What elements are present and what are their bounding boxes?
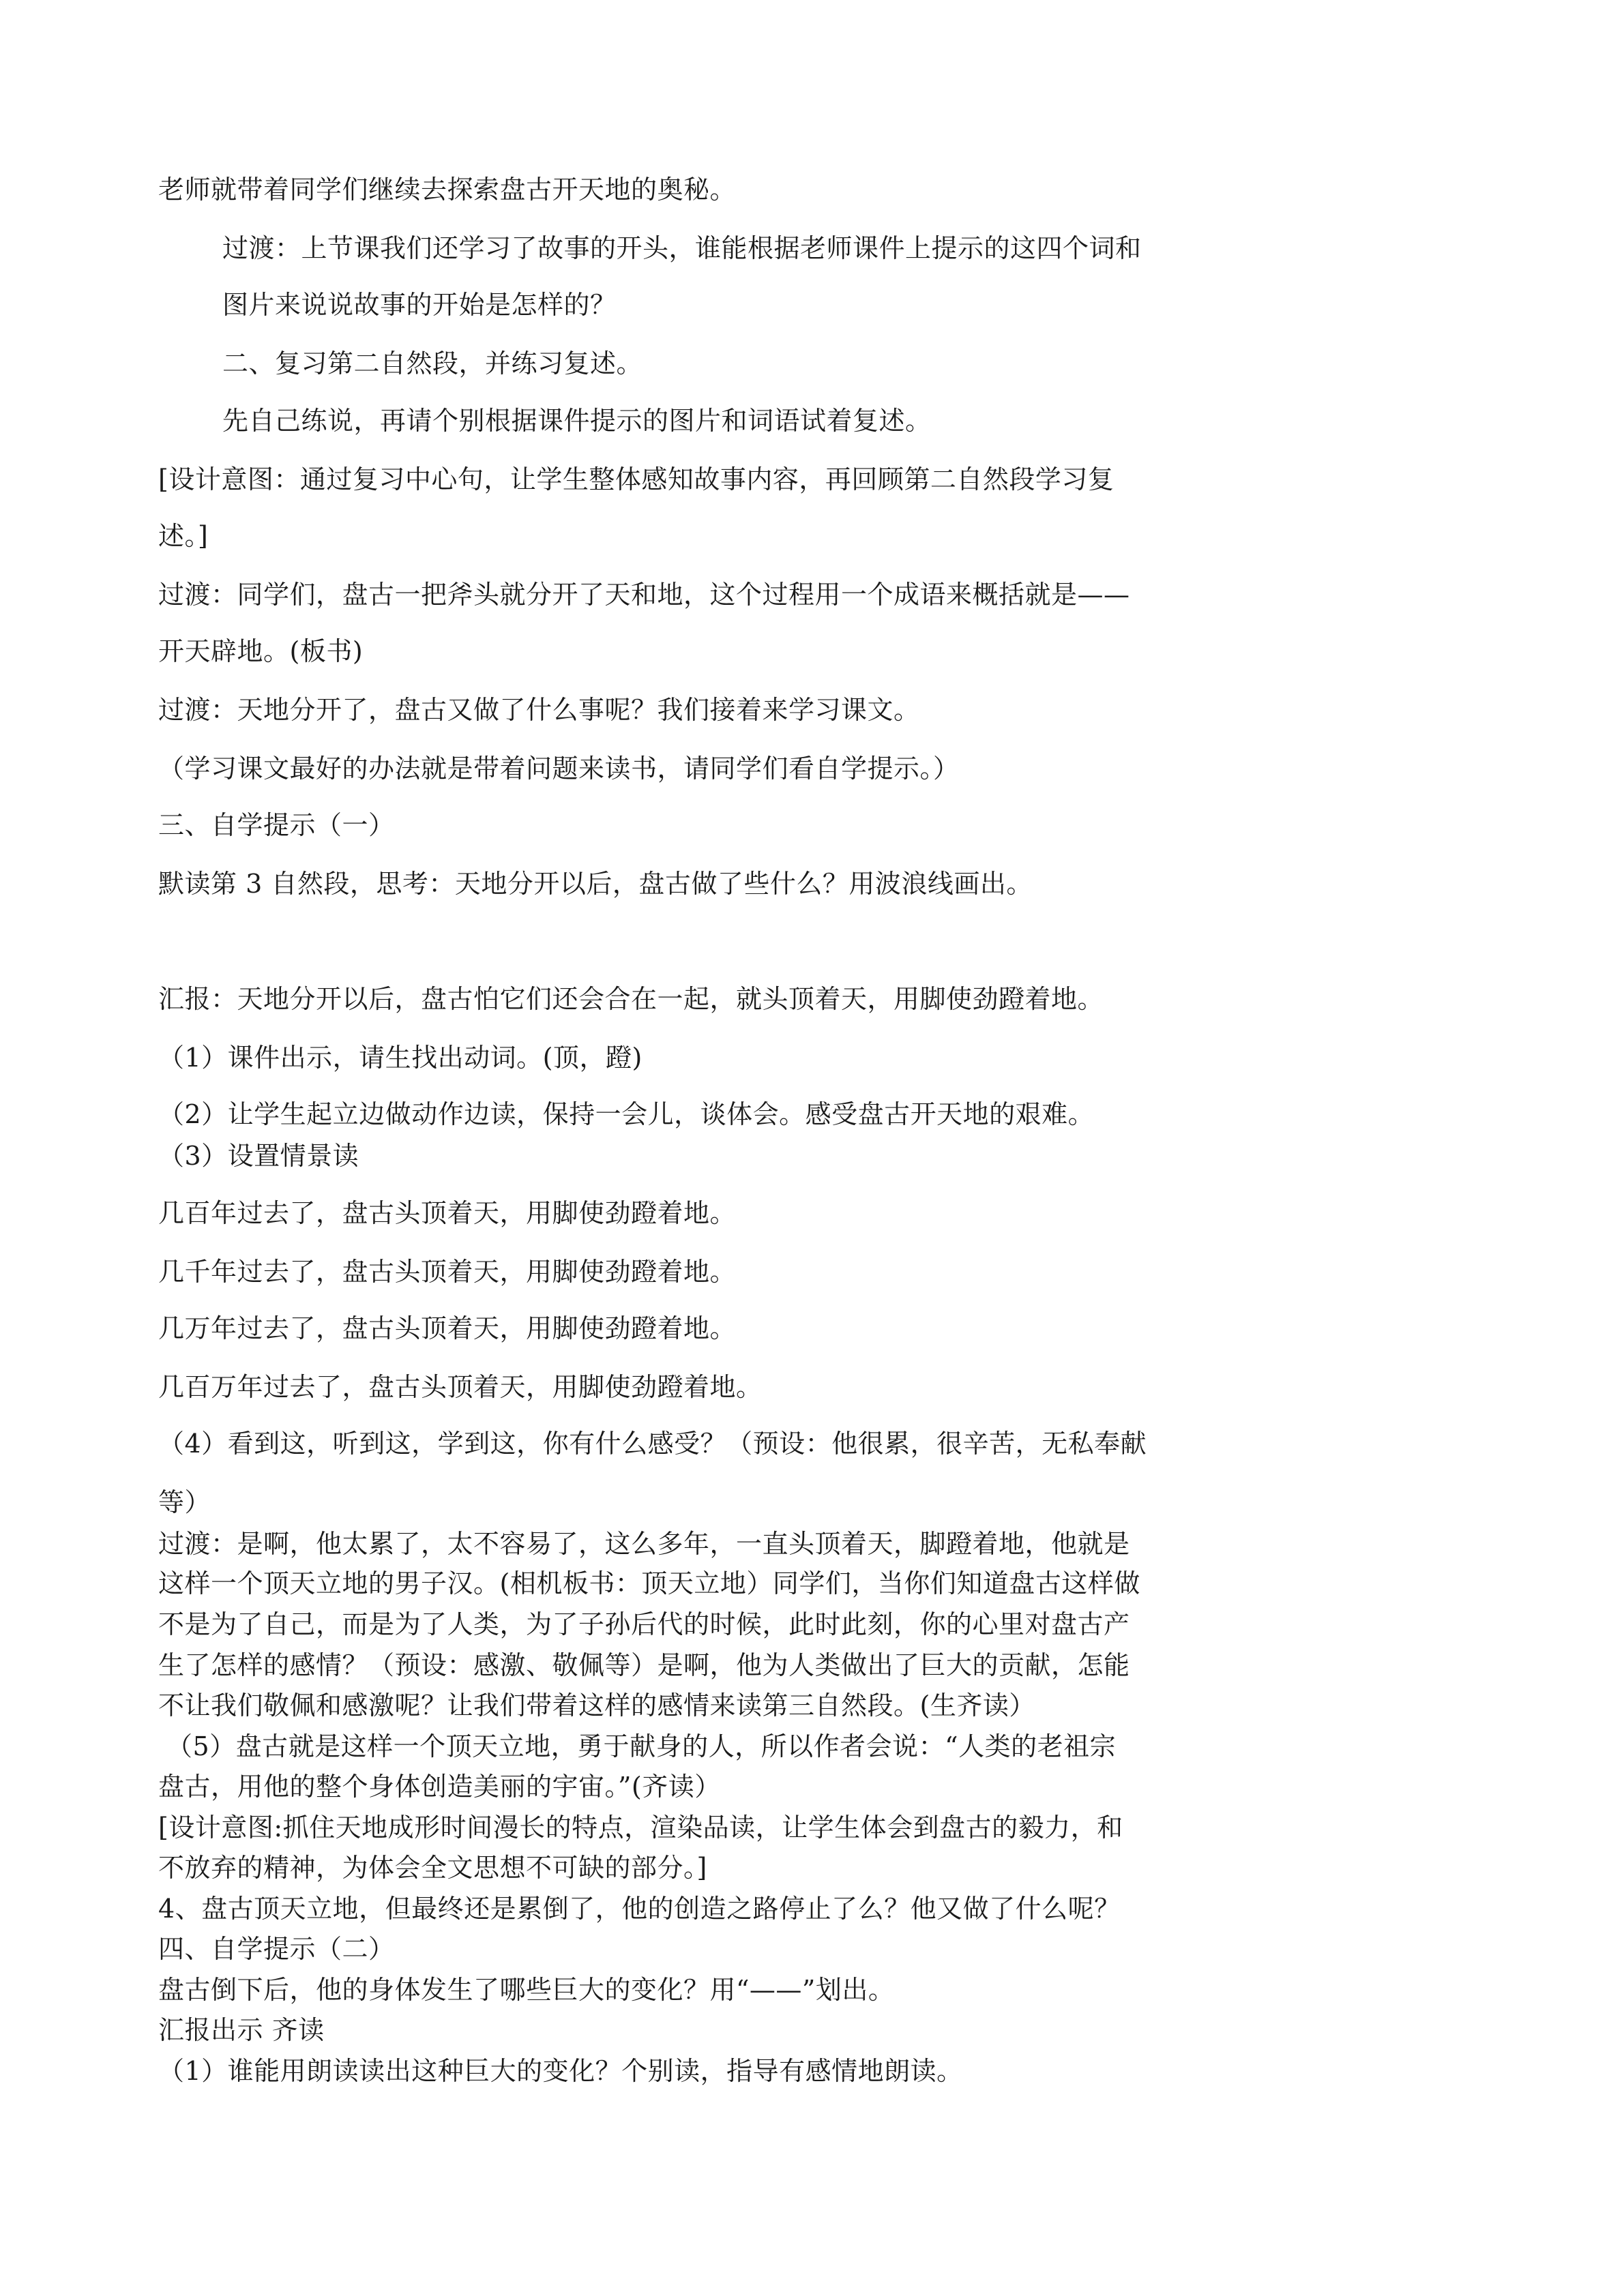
text-line-21: 几百万年过去了，盘古头顶着天，用脚使劲蹬着地。 — [158, 1372, 763, 1402]
text-line-26: 不是为了自己，而是为了人类，为了子孙后代的时候，此时此刻，你的心里对盘古产 — [158, 1609, 1130, 1639]
text-line-6: [设计意图：通过复习中心句，让学生整体感知故事内容，再回顾第二自然段学习复 — [158, 464, 1114, 494]
text-line-30: 盘古，用他的整个身体创造美丽的宇宙。”(齐读） — [158, 1772, 721, 1802]
text-line-16: （2）让学生起立边做动作边读，保持一会儿，谈体会。感受盘古开天地的艰难。 — [158, 1099, 1095, 1129]
text-line-3: 图片来说说故事的开始是怎样的？ — [222, 290, 617, 320]
text-line-17: （3）设置情景读 — [158, 1141, 359, 1171]
text-line-37: （1）谁能用朗读读出这种巨大的变化？个别读，指导有感情地朗读。 — [158, 2056, 963, 2086]
text-line-5: 先自己练说，再请个别根据课件提示的图片和词语试着复述。 — [222, 406, 932, 436]
text-line-10: 过渡：天地分开了，盘古又做了什么事呢？我们接着来学习课文。 — [158, 695, 920, 725]
text-line-23: 等） — [158, 1487, 211, 1517]
text-line-22: （4）看到这，听到这，学到这，你有什么感受？（预设：他很累，很辛苦，无私奉献 — [158, 1429, 1147, 1459]
text-line-14: 汇报：天地分开以后，盘古怕它们还会合在一起，就头顶着天，用脚使劲蹬着地。 — [158, 984, 1104, 1014]
text-line-33: 4、盘古顶天立地，但最终还是累倒了，他的创造之路停止了么？他又做了什么呢？ — [158, 1894, 1121, 1924]
text-line-13: 默读第 3 自然段，思考：天地分开以后，盘古做了些什么？用波浪线画出。 — [158, 869, 1033, 899]
text-line-32: 不放弃的精神，为体会全文思想不可缺的部分。] — [158, 1853, 707, 1883]
text-line-11: （学习课文最好的办法就是带着问题来读书，请同学们看自学提示。） — [158, 754, 960, 784]
text-line-31: [设计意图:抓住天地成形时间漫长的特点，渲染品读，让学生体会到盘古的毅力，和 — [158, 1813, 1123, 1843]
text-line-35: 盘古倒下后，他的身体发生了哪些巨大的变化？用“——”划出。 — [158, 1975, 895, 2005]
text-line-27: 生了怎样的感情？（预设：感激、敬佩等）是啊，他为人类做出了巨大的贡献，怎能 — [158, 1650, 1130, 1680]
text-line-20: 几万年过去了，盘古头顶着天，用脚使劲蹬着地。 — [158, 1313, 737, 1343]
text-line-7: 述。] — [158, 521, 209, 551]
text-line-2: 过渡：上节课我们还学习了故事的开头，谁能根据老师课件上提示的这四个词和 — [222, 233, 1142, 263]
text-line-24: 过渡：是啊，他太累了，太不容易了，这么多年，一直头顶着天，脚蹬着地，他就是 — [158, 1529, 1130, 1559]
text-line-19: 几千年过去了，盘古头顶着天，用脚使劲蹬着地。 — [158, 1257, 737, 1287]
text-line-36: 汇报出示 齐读 — [158, 2015, 325, 2045]
text-line-15: （1）课件出示，请生找出动词。(顶，蹬) — [158, 1043, 643, 1073]
text-line-9: 开天辟地。(板书) — [158, 636, 364, 666]
text-line-29: （5）盘古就是这样一个顶天立地，勇于献身的人，所以作者会说：“人类的老祖宗 — [166, 1731, 1117, 1761]
text-line-12: 三、自学提示（一） — [158, 810, 395, 840]
text-line-25: 这样一个顶天立地的男子汉。(相机板书：顶天立地）同学们，当你们知道盘古这样做 — [158, 1568, 1140, 1598]
text-line-18: 几百年过去了，盘古头顶着天，用脚使劲蹬着地。 — [158, 1198, 737, 1228]
text-line-28: 不让我们敬佩和感激呢？让我们带着这样的感情来读第三自然段。(生齐读） — [158, 1690, 1035, 1720]
text-line-4: 二、复习第二自然段，并练习复述。 — [222, 348, 643, 378]
text-line-1: 老师就带着同学们继续去探索盘古开天地的奥秘。 — [158, 175, 737, 205]
text-line-34: 四、自学提示（二） — [158, 1934, 395, 1964]
text-line-8: 过渡：同学们，盘古一把斧头就分开了天和地，这个过程用一个成语来概括就是—— — [158, 580, 1130, 610]
